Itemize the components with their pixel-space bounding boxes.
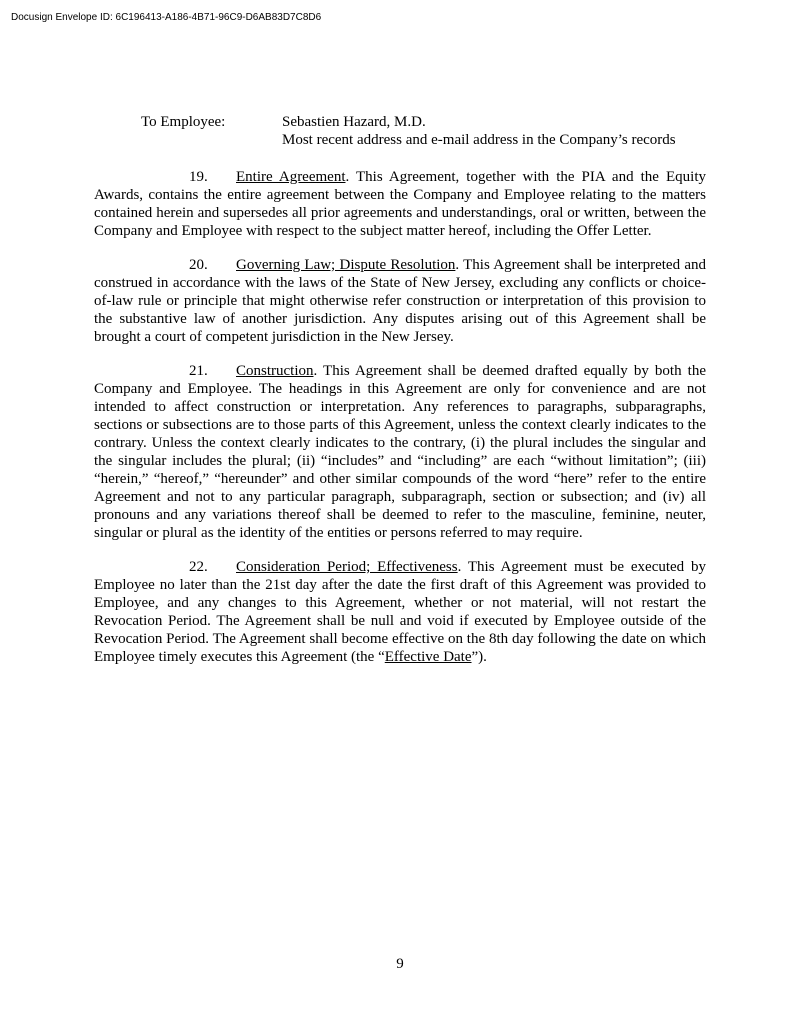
section-body: . This Agreement, together with the PIA and the Equity Awards, contains the entire agreement between the Company and Employee relating to the matters contained herein and supersedes all prior agreements and understandings, oral or written, between the Company and Employee with respect to the subject matter hereof, including the Offer Letter. — [94, 169, 706, 239]
defined-term-effective-date: Effective Date — [384, 649, 472, 665]
section-body: . This Agreement shall be deemed drafted equally by both the Company and Employee. The headings in this Agreement are only for convenience and are not intended to affect construction or interpretation. Any references to paragraphs, subparagraphs, sections or subsections are to those parts of this Agreement, unless the context clearly indicates to the contrary. Unless the context clearly indicates to the contrary, (i) the plural includes the singular and the singular includes the plural; (ii) “includes” and “including” are each “without limitation”; (iii) “herein,” “hereof,” “hereunder” and other similar compounds of the word “here” refer to the entire Agreement and not to any particular paragraph, subparagraph, section or subsection; and (iv) all pronouns and any variations thereof shall be deemed to refer to the masculine, feminine, neuter, singular or plural as the identity of the entities or persons referred to may require. — [94, 363, 706, 541]
section-heading: Consideration Period; Effectiveness — [236, 559, 458, 575]
section-body: . This Agreement must be executed by Employee no later than the 21st day after the date the first draft of this Agreement was provided to Employee, and any changes to this Agreement, whether or not material, will not restart the Revocation Period. The Agreement shall be null and void if executed by Employee outside of the Revocation Period. The Agreement shall become effective on the 8th day following the date on which Employee timely executes this Agreement (the “ — [94, 559, 706, 665]
section-21-construction — [94, 362, 706, 542]
section-body-tail: ”). — [471, 649, 487, 665]
docusign-envelope-id: Docusign Envelope ID: 6C196413-A186-4B71-96C9-D6AB83D7C8D6 — [11, 12, 322, 23]
section-heading: Entire Agreement — [236, 169, 346, 185]
section-20-governing-law — [94, 256, 706, 346]
notice-recipient-address: Most recent address and e-mail address in the Company’s records — [282, 132, 676, 148]
section-heading: Governing Law; Dispute Resolution — [236, 257, 456, 273]
section-body: . This Agreement shall be interpreted and construed in accordance with the laws of the State of New Jersey, excluding any conflicts or choice-of-law rule or principle that might otherwise refer construction or interpretation of this provision to the substantive law of another jurisdiction. Any disputes arising out of this Agreement shall be brought a court of competent jurisdiction in the New Jersey. — [94, 257, 706, 345]
notice-recipient-label: To Employee: — [141, 114, 226, 130]
notice-recipient-name: Sebastien Hazard, M.D. — [282, 114, 426, 130]
section-number: 21. — [189, 363, 208, 379]
notice-recipient-details — [282, 113, 676, 149]
section-number: 22. — [189, 559, 208, 575]
section-19-entire-agreement — [94, 168, 706, 240]
section-number: 19. — [189, 169, 208, 185]
section-22-consideration-period — [94, 558, 706, 666]
section-number: 20. — [189, 257, 208, 273]
page-number: 9 — [396, 956, 404, 972]
section-heading: Construction — [236, 363, 314, 379]
